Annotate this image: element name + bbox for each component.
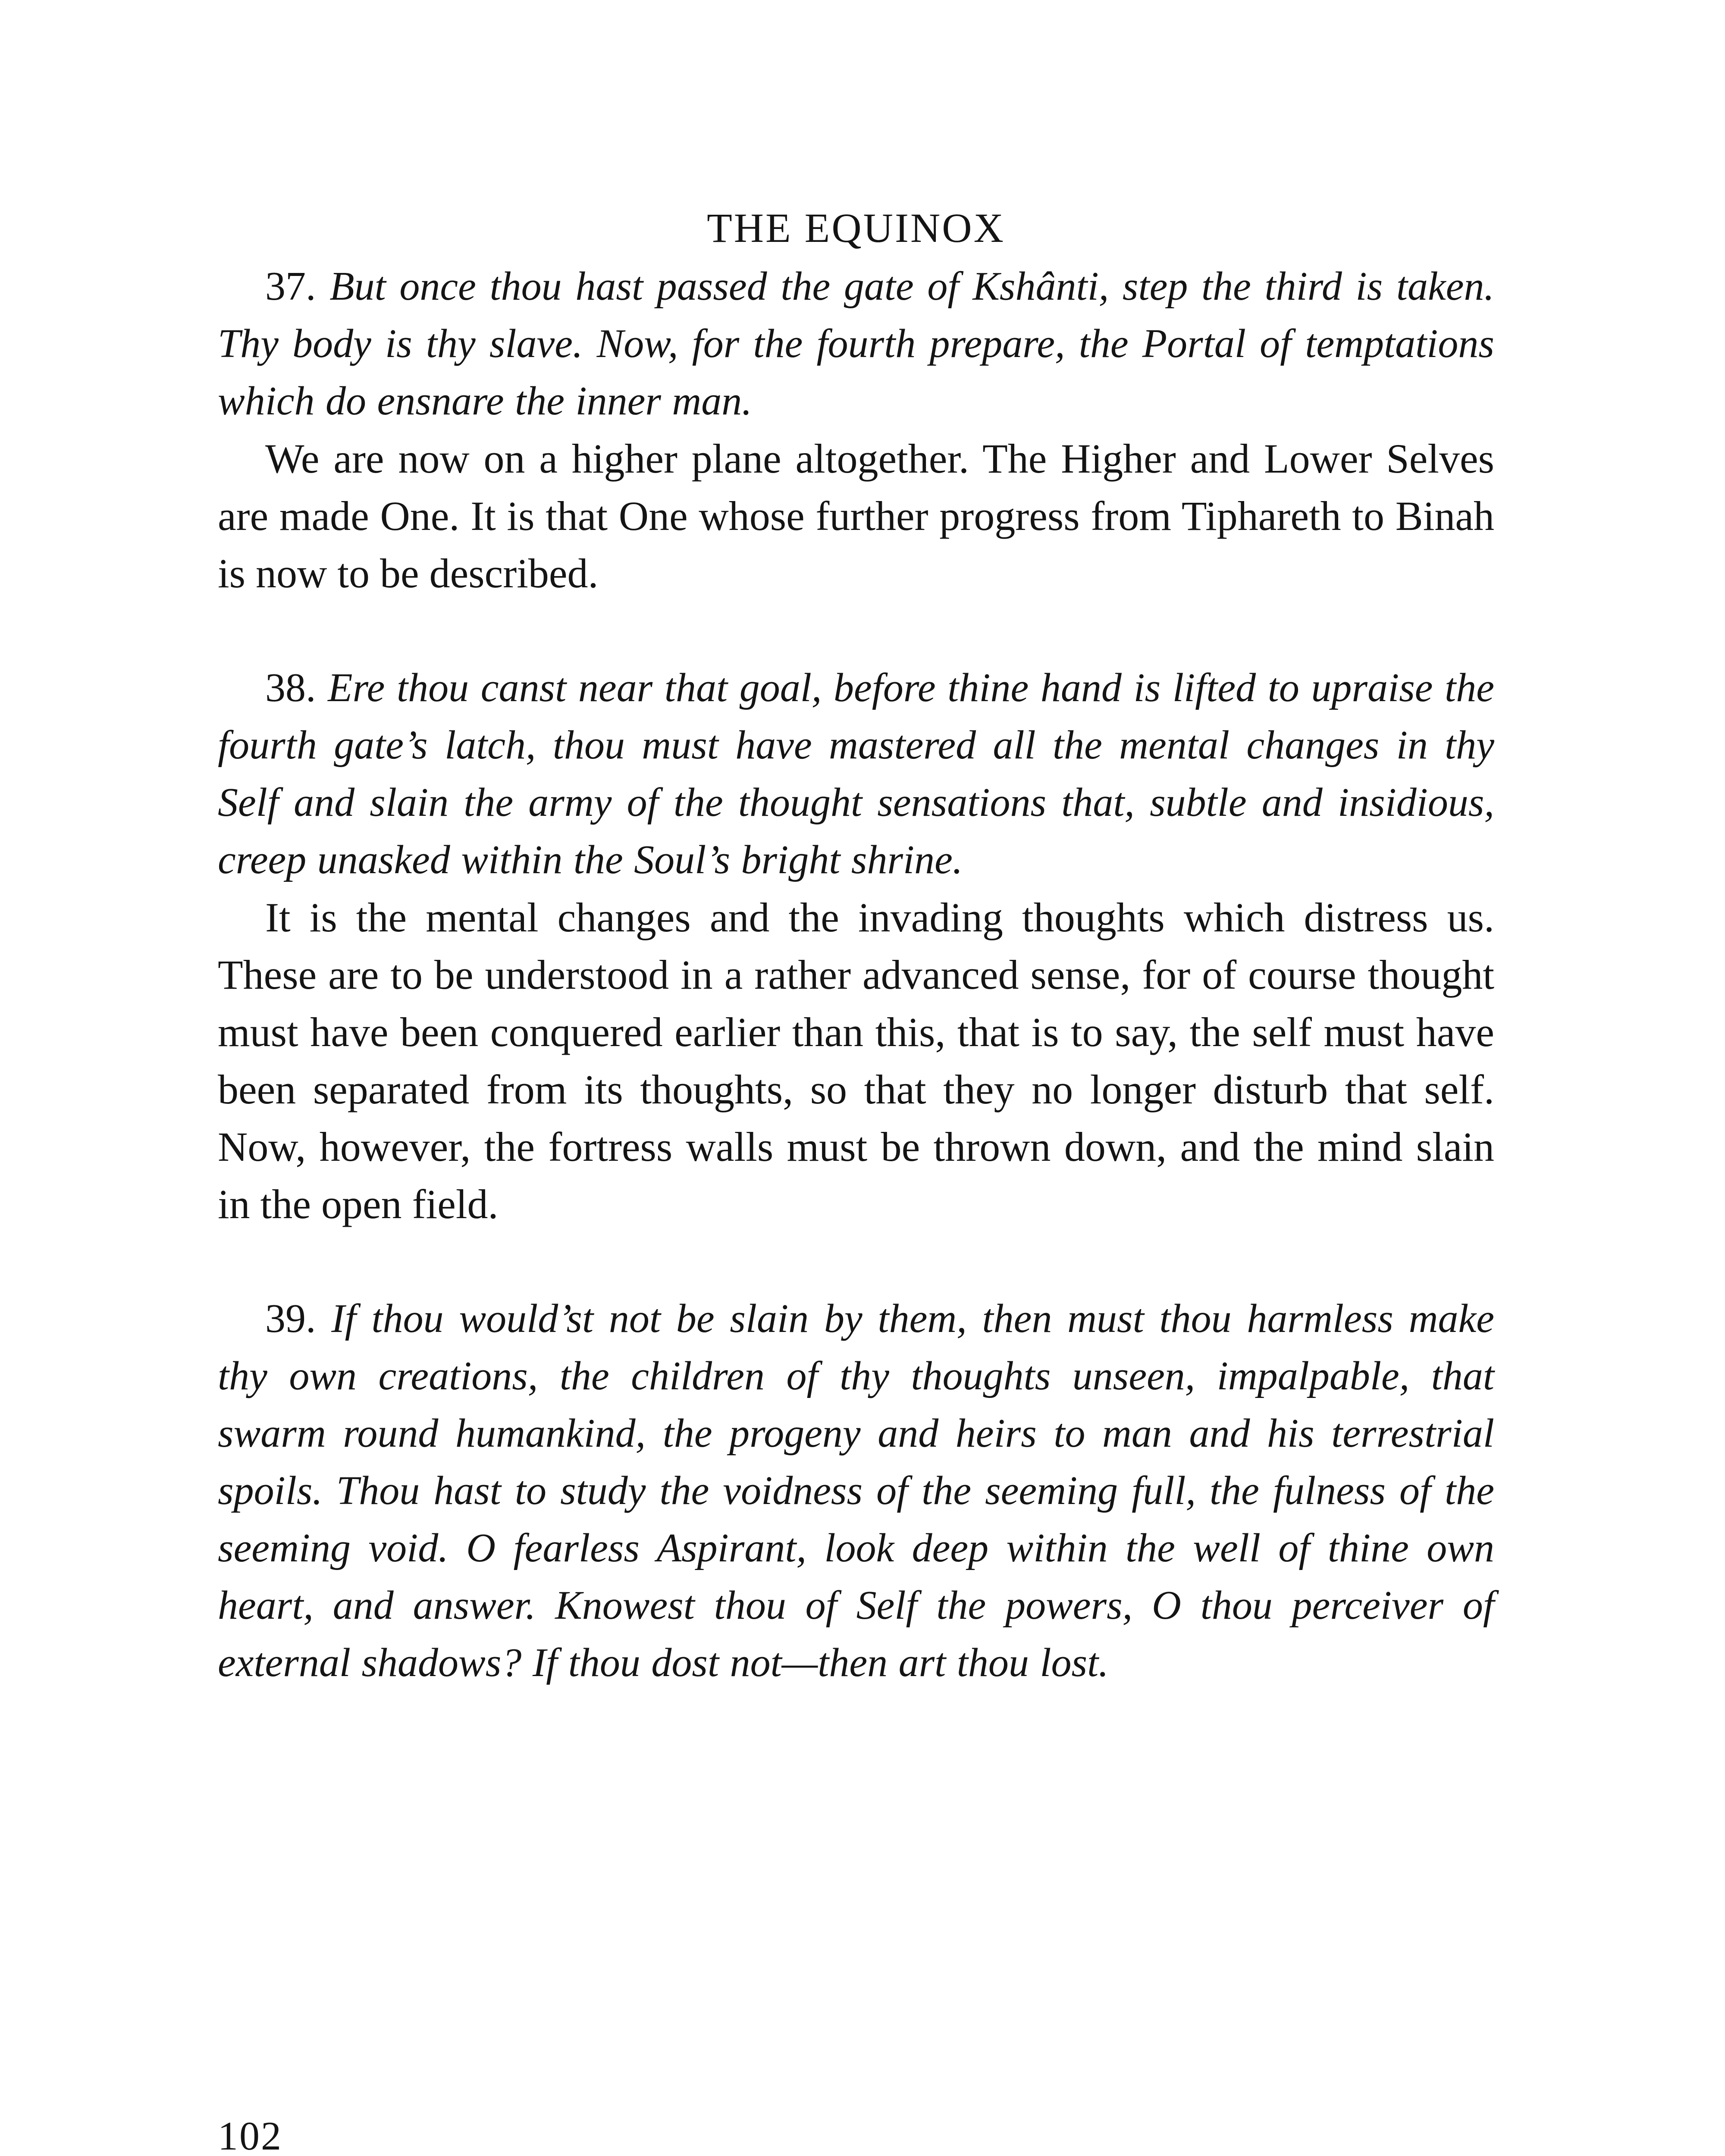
section-spacer [218, 602, 1494, 659]
verse-37 [218, 258, 1494, 430]
verse-number: 38. [265, 665, 316, 710]
section-spacer [218, 1233, 1494, 1290]
commentary-37: We are now on a higher plane altogether. The Higher and Lower Selves are made One. It is that One whose further progress from Tiphareth to Binah is now to be described. [218, 436, 1494, 596]
verse-number: 39. [265, 1296, 316, 1341]
running-title: THE EQUINOX [707, 205, 1005, 251]
verse-text: If thou would’st not be slain by them, then must thou harmless make thy own creations, the children of thy thoughts unseen, impalpable, that swarm round humankind, the progeny and heirs to man and his terrestrial spoils. Thou hast to study the voidness of the seeming full, the fulness of the seeming void. O fearless Aspirant, look deep within the well of thine own heart, and answer. Knowest thou of Self the powers, O thou perceiver of external shadows? If thou dost not—then art thou lost. [218, 1296, 1494, 1685]
verse-39 [218, 1290, 1494, 1692]
book-page [218, 203, 1494, 2156]
verse-text: But once thou hast passed the gate of Kshânti, step the third is taken. Thy body is thy slave. Now, for the fourth prepare, the Portal of temptations which do ensnare the inner man. [218, 264, 1495, 423]
commentary-38: It is the mental changes and the invading thoughts which distress us. These are to be understood in a rather advanced sense, for of course thought must have been conquered earlier than this, that is to say, the self must have been separated from its thoughts, so that they no longer disturb that self. Now, however, the fortress walls must be thrown down, and the mind slain in the open field. [218, 894, 1494, 1227]
page-number: 102 [218, 2114, 282, 2156]
verse-text: Ere thou canst near that goal, before thine hand is lifted to upraise the fourth gate’s latch, thou must have mastered all the mental changes in thy Self and slain the army of the thought sensations that, subtle and insidious, creep unasked within the Soul’s bright shrine. [218, 665, 1494, 882]
verse-38 [218, 659, 1494, 889]
verse-number: 37. [265, 264, 316, 309]
